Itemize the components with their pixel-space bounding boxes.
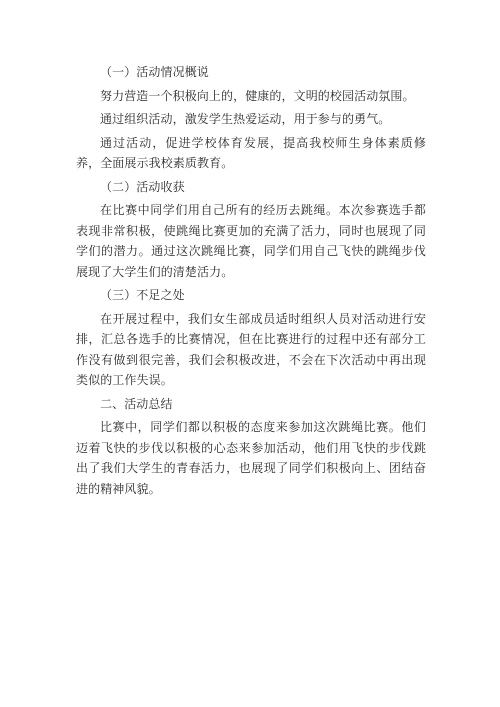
paragraph-shortcomings: 在开展过程中，我们女生部成员适时组织人员对活动进行安排，汇总各选手的比赛情况，但在比赛进行的过程中还有部分工作没有做到很完善，我们会积极改进，不会在下次活动中再出现类似的工作失误。 xyxy=(76,311,426,387)
document-body xyxy=(76,62,426,499)
paragraph-gains: 在比赛中同学们用自己所有的经历去跳绳。本次参赛选手都表现非常积极，使跳绳比赛更加的充满了活力，同时也展现了同学们的潜力。通过这次跳绳比赛，同学们用自己飞快的跳绳步伐展现了大学生们的清楚活力。 xyxy=(76,203,426,279)
paragraph-courage: 通过组织活动，激发学生热爱运动，用于参与的勇气。 xyxy=(100,112,391,126)
paragraph-summary: 比赛中，同学们都以积极的态度来参加这次跳绳比赛。他们迈着飞快的步伐以积极的心态来参加活动，他们用飞快的步伐跳出了我们大学生的青春活力，也展现了同学们积极向上、团结奋进的精神风貌。 xyxy=(76,420,426,496)
section-heading-overview: （一）活动情况概说 xyxy=(100,65,209,79)
paragraph-development: 通过活动，促进学校体育发展，提高我校师生身体素质修养，全面展示我校素质教育。 xyxy=(76,135,426,170)
section-heading-gains: （二）活动收获 xyxy=(100,179,185,194)
paragraph-atmosphere: 努力营造一个积极向上的，健康的，文明的校园活动氛围。 xyxy=(100,88,415,103)
section-heading-summary: 二、活动总结 xyxy=(100,396,173,411)
section-heading-shortcomings: （三）不足之处 xyxy=(100,288,185,302)
